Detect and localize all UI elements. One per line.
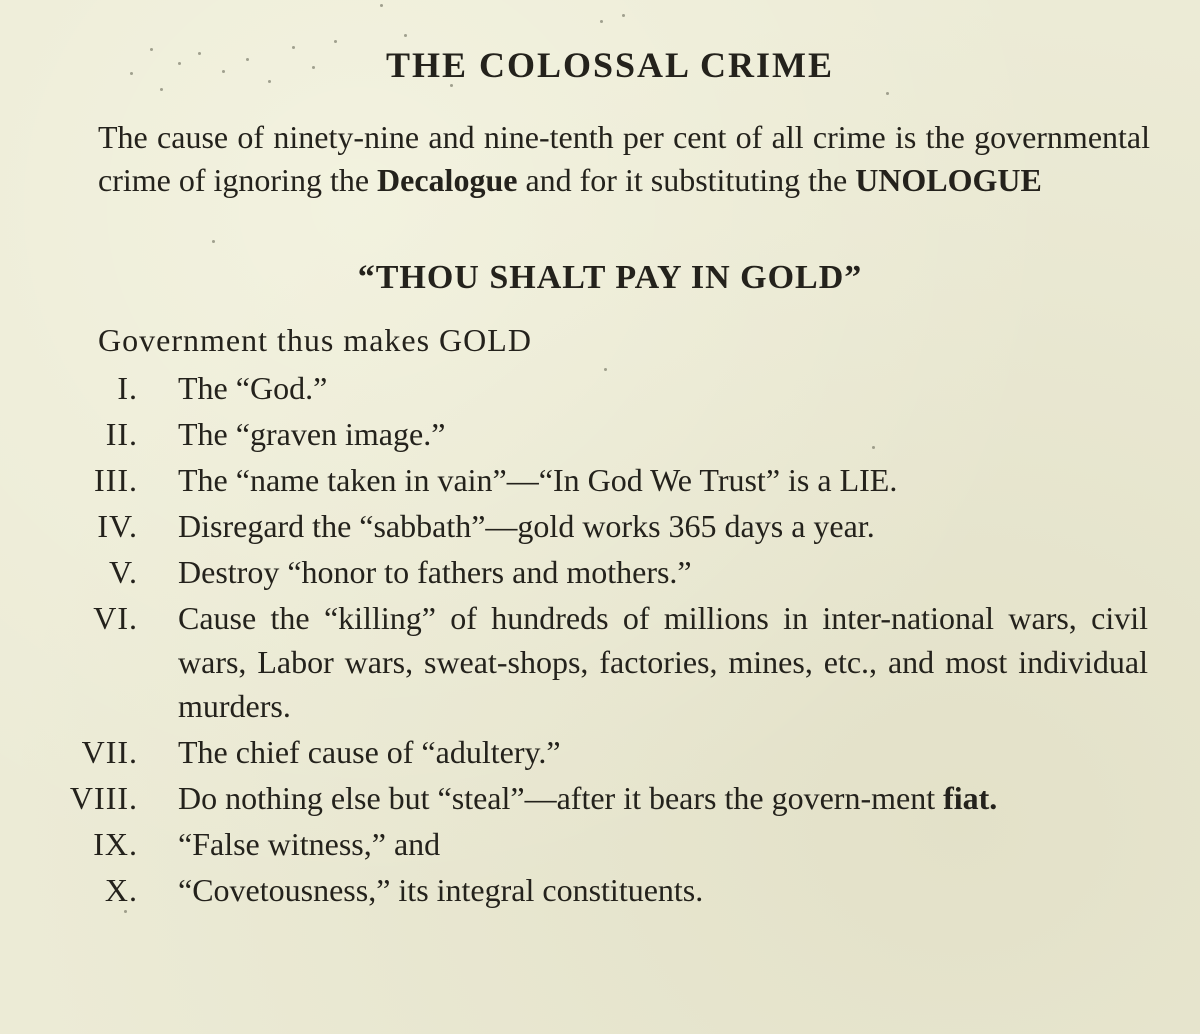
lead-line: Government thus makes GOLD [98, 322, 532, 358]
item-text: Do nothing else but “steal”—after it bears the govern-ment [178, 780, 944, 816]
item-text: “False witness,” and [178, 826, 441, 862]
item-text: Disregard the “sabbath”—gold works 365 days a year. [178, 508, 875, 544]
commandment-list [30, 366, 1148, 914]
item-text: Destroy “honor to fathers and mothers.” [178, 554, 692, 590]
intro-text-1: The cause of ninety-nine and nine-tenth per cent of all crime is the governmental crime of ignoring the [98, 119, 1150, 198]
list-item [30, 412, 1148, 456]
ink-speck [212, 240, 215, 243]
list-item [30, 822, 1148, 866]
list-item [30, 868, 1148, 912]
list-item [30, 550, 1148, 594]
intro-paragraph [40, 116, 1150, 202]
list-item [30, 730, 1148, 774]
ink-speck [886, 92, 889, 95]
ink-speck [404, 34, 407, 37]
item-number: X. [104, 872, 138, 908]
intro-bold-unologue: UNOLOGUE [855, 162, 1042, 198]
item-number: I. [117, 370, 138, 406]
intro-text-2: and for it substituting the [517, 162, 856, 198]
item-text: “Covetousness,” its integral constituents. [178, 872, 704, 908]
ink-speck [622, 14, 625, 17]
ink-speck [380, 4, 383, 7]
item-text: The chief cause of “adultery.” [178, 734, 561, 770]
item-text: The “graven image.” [178, 416, 446, 452]
item-bold-fiat: fiat. [943, 780, 998, 816]
item-number: III. [94, 462, 138, 498]
item-text: The “God.” [178, 370, 328, 406]
list-item [30, 366, 1148, 410]
section-heading: “THOU SHALT PAY IN GOLD” [357, 259, 863, 296]
page-title: THE COLOSSAL CRIME [385, 45, 835, 85]
intro-bold-decalogue: Decalogue [377, 162, 518, 198]
ink-speck [334, 40, 337, 43]
item-number: II. [105, 416, 138, 452]
item-text-with-bold [178, 776, 1148, 820]
item-number: IX. [93, 826, 138, 862]
item-text: The “name taken in vain”—“In God We Trust” is a LIE. [178, 462, 898, 498]
list-item [30, 458, 1148, 502]
ink-speck [160, 88, 163, 91]
item-number: V. [109, 554, 138, 590]
item-text: Cause the “killing” of hundreds of millions in inter-national wars, civil wars, Labor wars, sweat-shops, factories, mines, etc., and most individual murders. [178, 600, 1148, 724]
item-number: VI. [93, 600, 138, 636]
list-item [30, 776, 1148, 820]
item-number: IV. [97, 508, 138, 544]
item-number: VII. [81, 734, 138, 770]
list-item [30, 596, 1148, 728]
ink-speck [600, 20, 603, 23]
item-number: VIII. [69, 780, 138, 816]
list-item [30, 504, 1148, 548]
